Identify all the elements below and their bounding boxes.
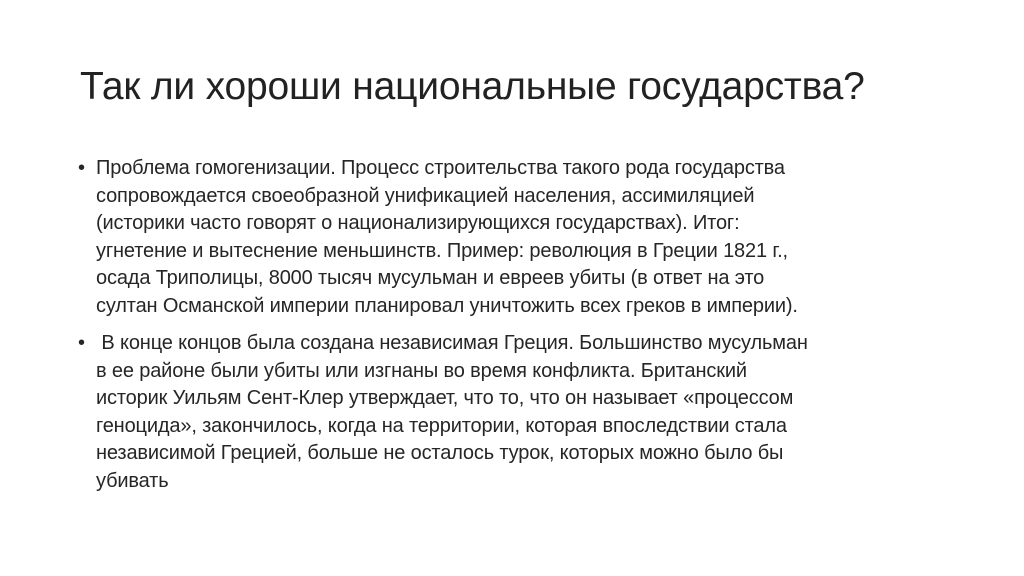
bullet-line: убивать [96,469,169,492]
bullet-line: в ее районе были убиты или изгнаны во время конфликта. Британский [96,359,747,382]
bullet-line: осада Триполицы, 8000 тысяч мусульман и евреев убиты (в ответ на это [96,267,765,289]
bullet-item-homogenization [78,155,958,320]
bullet-list [78,155,958,505]
bullet-line: • Проблема гомогенизации. Процесс строительства такого рода государства [96,157,785,179]
bullet-line: сопровождается своеобразной унификацией населения, ассимиляцией [96,184,755,207]
bullet-item-independent-greece [78,330,958,495]
bullet-line: султан Османской империи планировал уничтожить всех греков в империи). [96,294,798,317]
bullet-line: геноцида», закончилось, когда на территории, которая впоследствии стала [96,414,787,437]
bullet-line: (историки часто говорят о национализирующихся государствах). Итог: [96,212,740,234]
bullet-line: • В конце концов была создана независимая Греция. Большинство мусульман [96,332,808,354]
slide-title: Так ли хороши национальные государства? [80,65,865,108]
bullet-line: историк Уильям Сент-Клер утверждает, что то, что он называет «процессом [96,387,794,409]
bullet-line: угнетение и вытеснение меньшинств. Пример: революция в Греции 1821 г., [96,239,788,262]
bullet-line: независимой Грецией, больше не осталось турок, которых можно было бы [96,442,784,464]
